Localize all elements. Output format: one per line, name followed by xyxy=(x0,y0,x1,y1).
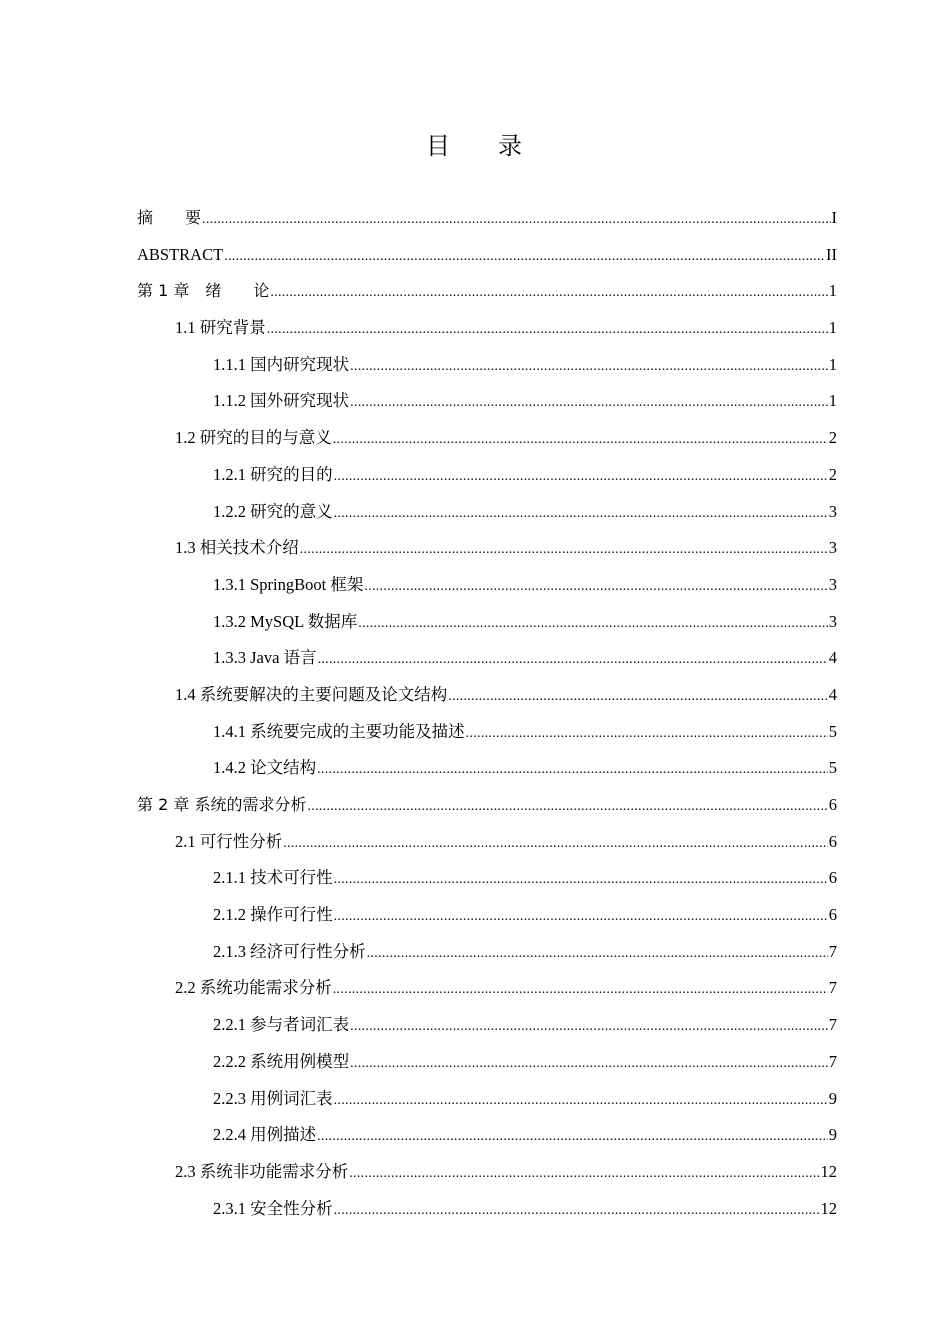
toc-entry[interactable] xyxy=(137,1007,837,1044)
toc-entry-page-number: 7 xyxy=(828,978,837,998)
toc-entry-title: 第 1 章 绪 论 xyxy=(137,281,270,301)
toc-entry-page-number: 12 xyxy=(820,1161,837,1181)
toc-entry-page-number: 1 xyxy=(828,318,837,338)
title-char-2: 录 xyxy=(498,132,524,160)
toc-entry-title: 1.3.1 SpringBoot 框架 xyxy=(213,574,364,594)
toc-entry-title: 2.2 系统功能需求分析 xyxy=(175,978,332,998)
toc-entry-title: 2.2.4 用例描述 xyxy=(213,1125,317,1145)
toc-entry[interactable] xyxy=(137,970,837,1007)
toc-entry-page-number: 6 xyxy=(828,831,837,851)
toc-entry-title: 2.1.1 技术可行性 xyxy=(213,868,333,888)
toc-entry[interactable] xyxy=(137,1044,837,1081)
toc-dot-leader xyxy=(334,496,828,533)
toc-entry-title: 2.1.3 经济可行性分析 xyxy=(213,941,366,961)
toc-dot-leader xyxy=(334,1083,828,1120)
toc-dot-leader xyxy=(333,422,828,459)
toc-entry-title: 第 2 章 系统的需求分析 xyxy=(137,795,307,814)
toc-entry[interactable] xyxy=(137,897,837,934)
toc-dot-leader xyxy=(270,275,827,312)
toc-dot-leader xyxy=(448,679,828,716)
toc-entry-page-number: 7 xyxy=(828,1015,837,1035)
toc-entry[interactable] xyxy=(137,457,837,494)
toc-entry-page-number: 9 xyxy=(828,1125,837,1145)
toc-dot-leader xyxy=(349,1156,819,1193)
toc-dot-leader xyxy=(350,385,828,422)
toc-entry-title: 1.2 研究的目的与意义 xyxy=(175,428,332,448)
toc-entry-title: 2.2.2 系统用例模型 xyxy=(213,1051,350,1071)
toc-entry[interactable] xyxy=(137,200,837,237)
toc-entry-page-number: 6 xyxy=(828,795,837,814)
toc-entry[interactable] xyxy=(137,310,837,347)
toc-dot-leader xyxy=(364,569,827,606)
toc-entry[interactable] xyxy=(137,530,837,567)
toc-entry-page-number: 3 xyxy=(828,538,837,558)
toc-dot-leader xyxy=(334,862,828,899)
toc-entry-page-number: 2 xyxy=(828,464,837,484)
toc-entry-title: 1.3.2 MySQL 数据库 xyxy=(213,611,358,631)
toc-dot-leader xyxy=(317,752,828,789)
toc-entry[interactable] xyxy=(137,567,837,604)
toc-dot-leader xyxy=(358,606,828,643)
toc-entry-page-number: II xyxy=(826,244,837,264)
toc-dot-leader xyxy=(350,1046,828,1083)
page-title xyxy=(0,128,950,164)
toc-entry-title: 1.1.1 国内研究现状 xyxy=(213,354,350,374)
toc-dot-leader xyxy=(267,312,828,349)
toc-entry-title: ABSTRACT xyxy=(137,244,224,264)
toc-entry-title: 1.4 系统要解决的主要问题及论文结构 xyxy=(175,684,448,704)
toc-entry[interactable] xyxy=(137,1117,837,1154)
toc-entry-title: 1.4.1 系统要完成的主要功能及描述 xyxy=(213,721,465,741)
toc-entry-title: 2.3.1 安全性分析 xyxy=(213,1198,333,1218)
toc-entry-page-number: 6 xyxy=(828,905,837,925)
toc-entry-title: 1.3.3 Java 语言 xyxy=(213,648,317,668)
toc-entry-page-number: 1 xyxy=(828,354,837,374)
toc-dot-leader xyxy=(350,1009,828,1046)
toc-entry-page-number: 7 xyxy=(828,941,837,961)
toc-dot-leader xyxy=(317,1119,828,1156)
toc-entry-title: 1.1.2 国外研究现状 xyxy=(213,391,350,411)
toc-entry[interactable] xyxy=(137,1191,837,1228)
toc-dot-leader xyxy=(318,642,828,679)
toc-entry[interactable] xyxy=(137,714,837,751)
toc-entry-page-number: 9 xyxy=(828,1088,837,1108)
toc-entry-title: 1.2.1 研究的目的 xyxy=(213,464,333,484)
toc-entry-title: 2.3 系统非功能需求分析 xyxy=(175,1161,349,1181)
toc-entry-page-number: 5 xyxy=(828,758,837,778)
toc-entry[interactable] xyxy=(137,640,837,677)
toc-entry[interactable] xyxy=(137,1081,837,1118)
toc-entry[interactable] xyxy=(137,494,837,531)
toc-entry[interactable] xyxy=(137,383,837,420)
toc-entry-page-number: 12 xyxy=(820,1198,837,1218)
toc-entry[interactable] xyxy=(137,677,837,714)
toc-entry[interactable] xyxy=(137,347,837,384)
toc-entry[interactable] xyxy=(137,237,837,274)
toc-entry-page-number: 1 xyxy=(828,281,837,301)
table-of-contents xyxy=(137,200,837,1227)
toc-dot-leader xyxy=(350,349,828,386)
toc-entry-page-number: 5 xyxy=(828,721,837,741)
toc-entry[interactable] xyxy=(137,787,837,824)
toc-dot-leader xyxy=(334,899,828,936)
toc-entry-title: 1.3 相关技术介绍 xyxy=(175,538,299,558)
toc-dot-leader xyxy=(367,936,828,973)
toc-entry-page-number: 2 xyxy=(828,428,837,448)
toc-entry-page-number: 3 xyxy=(828,501,837,521)
toc-dot-leader xyxy=(334,459,828,496)
toc-entry-title: 1.2.2 研究的意义 xyxy=(213,501,333,521)
toc-entry-page-number: 6 xyxy=(828,868,837,888)
toc-dot-leader xyxy=(224,239,825,276)
toc-entry-title: 摘 要 xyxy=(137,208,202,227)
toc-entry-title: 2.2.1 参与者词汇表 xyxy=(213,1015,350,1035)
toc-entry-title: 2.1.2 操作可行性 xyxy=(213,905,333,925)
toc-entry-title: 2.2.3 用例词汇表 xyxy=(213,1088,333,1108)
toc-entry-page-number: 7 xyxy=(828,1051,837,1071)
toc-entry-title: 2.1 可行性分析 xyxy=(175,831,283,851)
toc-entry-page-number: 3 xyxy=(828,574,837,594)
toc-entry[interactable] xyxy=(137,824,837,861)
toc-dot-leader xyxy=(466,716,828,753)
title-char-1: 目 xyxy=(426,132,452,160)
toc-entry-title: 1.1 研究背景 xyxy=(175,318,266,338)
toc-entry[interactable] xyxy=(137,420,837,457)
toc-entry[interactable] xyxy=(137,860,837,897)
toc-dot-leader xyxy=(307,789,827,826)
toc-entry[interactable] xyxy=(137,273,837,310)
toc-dot-leader xyxy=(283,826,828,863)
toc-dot-leader xyxy=(202,202,830,239)
toc-entry[interactable] xyxy=(137,750,837,787)
toc-entry-page-number: 1 xyxy=(828,391,837,411)
toc-entry[interactable] xyxy=(137,604,837,641)
toc-entry-page-number: 3 xyxy=(828,611,837,631)
toc-dot-leader xyxy=(333,972,828,1009)
toc-entry-page-number: I xyxy=(831,208,837,227)
toc-entry-page-number: 4 xyxy=(828,648,837,668)
toc-dot-leader xyxy=(300,532,828,569)
toc-entry-title: 1.4.2 论文结构 xyxy=(213,758,317,778)
toc-entry-page-number: 4 xyxy=(828,684,837,704)
toc-entry[interactable] xyxy=(137,1154,837,1191)
toc-dot-leader xyxy=(334,1193,820,1230)
toc-entry[interactable] xyxy=(137,934,837,971)
